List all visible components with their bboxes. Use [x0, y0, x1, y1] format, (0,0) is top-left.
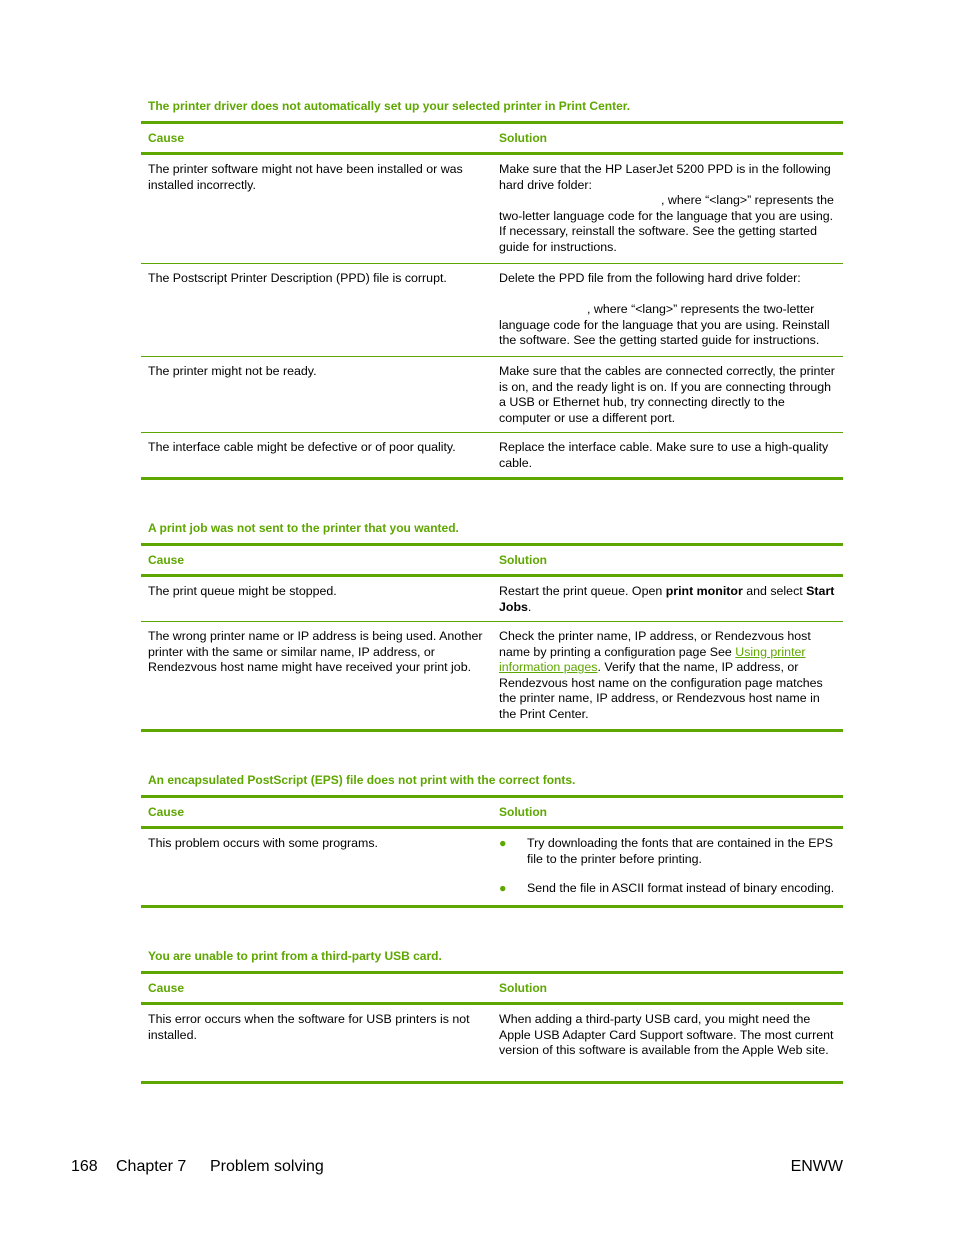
table-row	[141, 433, 843, 480]
table-row	[141, 1005, 843, 1084]
solution-header: Solution	[499, 553, 547, 567]
table-header	[141, 795, 843, 829]
table-header	[141, 543, 843, 577]
table-header	[141, 121, 843, 155]
section-title-usb-card: You are unable to print from a third-party USB card.	[148, 949, 442, 963]
solution-cell: When adding a third-party USB card, you might need the Apple USB Adapter Card Support software. The most current version of this software is available from the Apple Web site.	[499, 1012, 834, 1058]
solution-text-cont: , where “<lang>” represents the two-letter language code for the language that you are using. If necessary, reinstall the software. See the getting started guide for instructions.	[499, 193, 834, 254]
table-wrong-printer	[141, 543, 843, 732]
solution-cell	[499, 271, 839, 349]
solution-header: Solution	[499, 981, 547, 995]
list-item	[499, 836, 839, 867]
cause-cell: The print queue might be stopped.	[148, 584, 337, 598]
cause-cell: The wrong printer name or IP address is being used. Another printer with the same or similar name, IP address, or Rendezvous host name might have received your print job.	[148, 629, 483, 675]
solution-text: Check the printer name, IP address, or Rendezvous host name by printing a configuration page See	[499, 629, 811, 659]
solution-text-cont: , where “<lang>” represents the two-letter language code for the language that you are using. Reinstall the software. See the getting started guide for instructions.	[499, 302, 830, 348]
table-row	[141, 264, 843, 357]
solution-header: Solution	[499, 805, 547, 819]
cause-cell: The printer software might not have been installed or was installed incorrectly.	[148, 162, 463, 192]
table-header	[141, 971, 843, 1005]
solution-cell: Replace the interface cable. Make sure to use a high-quality cable.	[499, 440, 829, 470]
doc-code: ENWW	[790, 1158, 843, 1175]
solution-cell	[499, 836, 839, 897]
cause-cell: The Postscript Printer Description (PPD) file is corrupt.	[148, 271, 447, 285]
section-label: Problem solving	[210, 1158, 324, 1175]
solution-text: .	[527, 599, 532, 614]
bullet-icon: ●	[499, 836, 507, 850]
solution-text: and select	[742, 584, 807, 598]
solution-text: Make sure that the HP LaserJet 5200 PPD is in the following hard drive folder:	[499, 162, 831, 192]
table-row	[141, 155, 843, 264]
section-title-driver-setup: The printer driver does not automatically set up your selected printer in Print Center.	[148, 99, 631, 113]
cause-cell: This error occurs when the software for USB printers is not installed.	[148, 1012, 470, 1042]
table-row	[141, 829, 843, 908]
bullet-icon: ●	[499, 881, 507, 896]
table-row	[141, 357, 843, 433]
section-title-wrong-printer: A print job was not sent to the printer that you wanted.	[148, 521, 459, 535]
table-eps-fonts	[141, 795, 843, 908]
table-row	[141, 622, 843, 732]
solution-cell	[499, 162, 839, 256]
cause-cell: The printer might not be ready.	[148, 364, 317, 378]
cause-header: Cause	[148, 131, 185, 145]
start-jobs-label: Start Jobs	[499, 584, 835, 614]
cause-header: Cause	[148, 553, 185, 567]
solution-text: Restart the print queue. Open	[499, 584, 666, 598]
solution-cell: Make sure that the cables are connected correctly, the printer is on, and the ready light is on. If you are connecting through a USB or Ethernet hub, try connecting directly to the computer or use a different port.	[499, 364, 835, 425]
bullet-text: Try downloading the fonts that are contained in the EPS file to the printer before printing.	[527, 836, 834, 866]
table-row	[141, 577, 843, 622]
solution-text: Delete the PPD file from the following hard drive folder:	[499, 271, 801, 285]
cause-cell: This problem occurs with some programs.	[148, 836, 378, 850]
solution-cell	[499, 584, 839, 615]
solution-cell	[499, 629, 839, 723]
cause-header: Cause	[148, 805, 185, 819]
section-title-eps-fonts: An encapsulated PostScript (EPS) file does not print with the correct fonts.	[148, 773, 576, 787]
cause-cell: The interface cable might be defective or of poor quality.	[148, 440, 456, 454]
table-driver-setup	[141, 121, 843, 480]
bullet-text: Send the file in ASCII format instead of binary encoding.	[527, 881, 835, 896]
solution-header: Solution	[499, 131, 547, 145]
solution-text-cont: . Verify that the name, IP address, or Rendezvous host name on the configuration page matches the printer name, IP address, or Rendezvous host name in the Print Center.	[499, 660, 823, 721]
print-monitor-label: print monitor	[665, 584, 743, 598]
page-number: 168	[71, 1158, 98, 1175]
chapter-label: Chapter 7	[116, 1158, 187, 1175]
info-pages-link[interactable]: Using printer information pages	[499, 644, 806, 675]
cause-header: Cause	[148, 981, 185, 995]
list-item	[499, 881, 839, 897]
table-usb-card	[141, 971, 843, 1084]
